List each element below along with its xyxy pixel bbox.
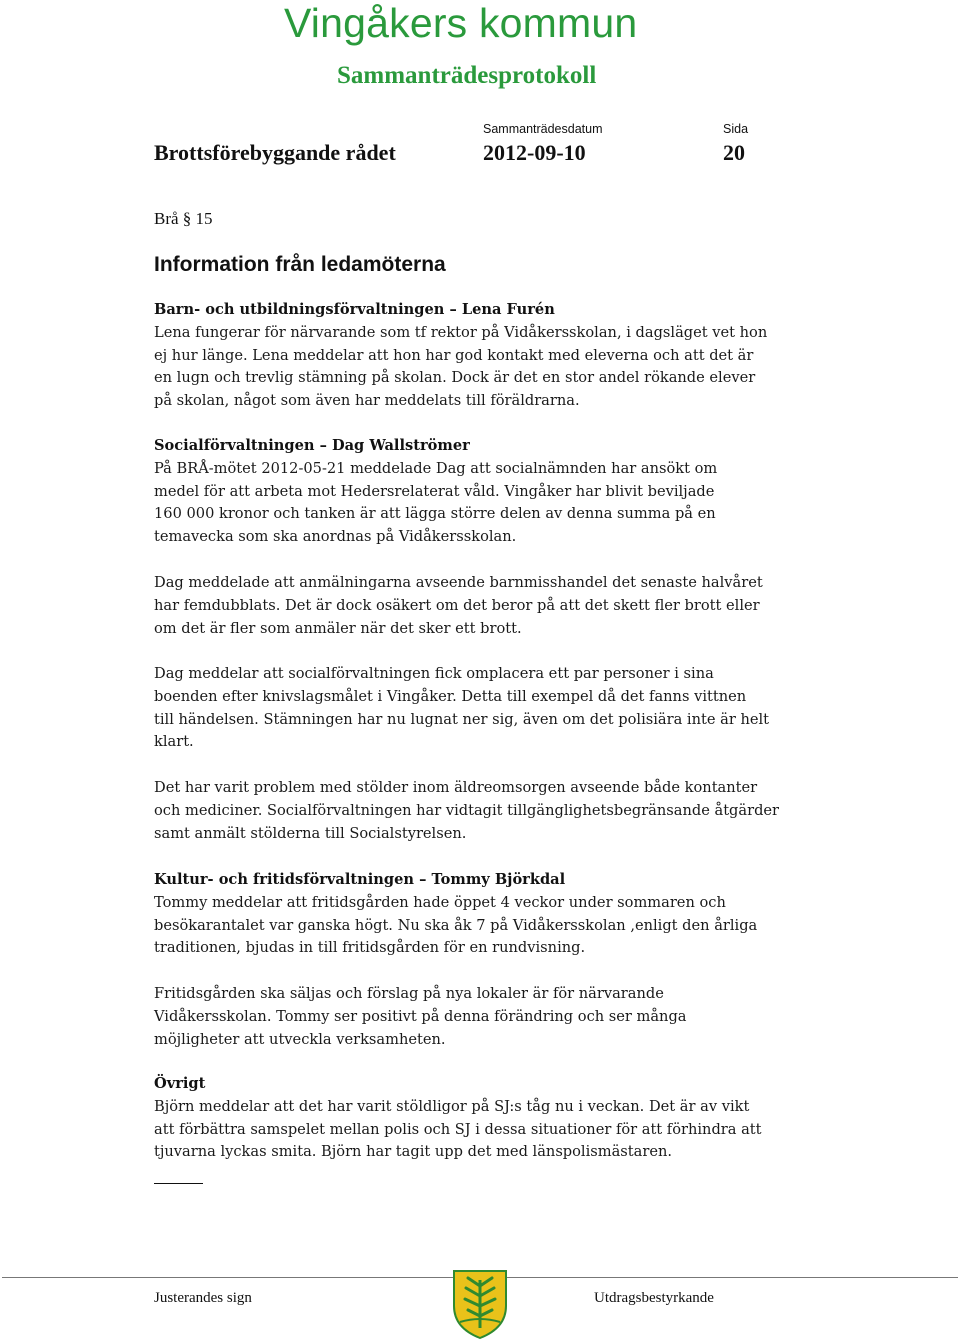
page-label: Sida bbox=[723, 122, 749, 136]
paragraph-block bbox=[154, 777, 794, 845]
municipality-name: Vingåkers kommun bbox=[284, 0, 638, 46]
end-rule bbox=[154, 1183, 203, 1184]
page-number: 20 bbox=[723, 140, 745, 165]
paragraph: Lena fungerar för närvarande som tf rektor på Vidåkersskolan, i dagsläget vet hon ej hur länge. Lena meddelar att hon har god kontakt med eleverna och att det är en lugn och trevlig stämning på skolan. Dock är det en stor andel rökande elever på skolan, något som även har meddelats till föräldrarna. bbox=[154, 323, 768, 410]
paragraph-block bbox=[154, 663, 794, 754]
section-title: Övrigt bbox=[154, 1075, 206, 1092]
paragraph: Björn meddelar att det har varit stöldligor på SJ:s tåg nu i veckan. Det är av vikt att förbättra samspelet mellan polis och SJ i dessa situationer för att förhindra att tjuvarna lyckas smita. Björn har tagit upp det med länspolismästaren. bbox=[154, 1097, 762, 1161]
section-title: Barn- och utbildningsförvaltningen – Lena Furén bbox=[154, 301, 555, 318]
section-kultur-fritid bbox=[154, 869, 794, 960]
section-barn-utbildning bbox=[154, 299, 794, 413]
meeting-date: 2012-09-10 bbox=[483, 140, 586, 165]
meeting-date-label: Sammanträdesdatum bbox=[483, 122, 603, 136]
page-heading: Information från ledamöterna bbox=[154, 253, 446, 276]
paragraph: På BRÅ-mötet 2012-05-21 meddelade Dag att socialnämnden har ansökt om medel för att arbeta mot Hedersrelaterat våld. Vingåker har blivit beviljade 160 000 kronor och tanken är att lägga större delen av denna summa på en temavecka som ska anordnas på Vidåkersskolan. bbox=[154, 459, 718, 546]
justerandes-sign-label: Justerandes sign bbox=[154, 1290, 252, 1306]
section-title: Socialförvaltningen – Dag Wallströmer bbox=[154, 437, 470, 454]
paragraph: Fritidsgården ska säljas och förslag på nya lokaler är för närvarande Vidåkersskolan. Tommy ser positivt på denna förändring och ser många möjligheter att utveckla verksamheten. bbox=[154, 985, 687, 1048]
paragraph: Dag meddelar att socialförvaltningen fick omplacera ett par personer i sina boenden efter knivslagsmålet i Vingåker. Detta till exempel då det fanns vittnen till händelsen. Stämningen har nu lugnat ner sig, även om det polisiära inte är helt klart. bbox=[154, 665, 770, 751]
section-ovrigt bbox=[154, 1073, 794, 1164]
committee-name: Brottsförebyggande rådet bbox=[154, 140, 396, 165]
paragraph: Det har varit problem med stölder inom äldreomsorgen avseende både kontanter och mediciner. Socialförvaltningen har vidtagit tillgänglighetsbegränsande åtgärder samt anmält stölderna till Socialstyrelsen. bbox=[154, 779, 780, 842]
municipality-crest-icon bbox=[450, 1268, 510, 1340]
paragraph: Dag meddelade att anmälningarna avseende barnmisshandel det senaste halvåret har femdubblats. Det är dock osäkert om det beror på att det skett fler brott eller om det är fler som anmäler när det sker ett brott. bbox=[154, 574, 763, 637]
section-socialforvaltningen bbox=[154, 435, 794, 549]
paragraph-block bbox=[154, 983, 794, 1051]
section-title: Kultur- och fritidsförvaltningen – Tommy Björkdal bbox=[154, 871, 566, 888]
paragraph-block bbox=[154, 572, 794, 640]
utdragsbestyrkande-label: Utdragsbestyrkande bbox=[594, 1290, 714, 1306]
paragraph-reference: Brå § 15 bbox=[154, 209, 213, 228]
paragraph: Tommy meddelar att fritidsgården hade öppet 4 veckor under sommaren och besökarantalet var ganska högt. Nu ska åk 7 på Vidåkersskolan ,enligt den årliga traditionen, bjudas in till fritidsgården för en rundvisning. bbox=[154, 893, 758, 957]
document-type: Sammanträdesprotokoll bbox=[337, 62, 597, 89]
